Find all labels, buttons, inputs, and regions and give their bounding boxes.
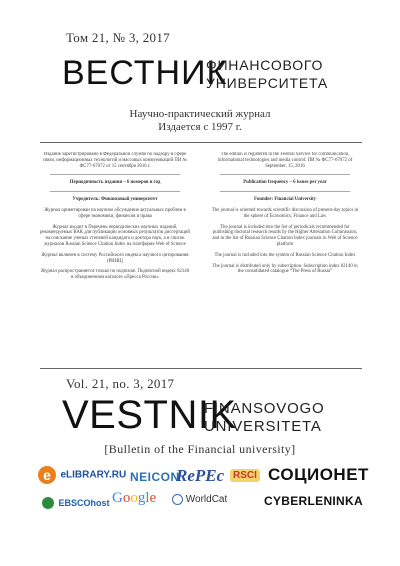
publication-since: Издается с 1997 г. [158,121,242,133]
info-frequency-en: Publication frequency – 6 issues per year [243,180,327,186]
issue-info-en: Vol. 21, no. 3, 2017 [66,376,175,391]
google-letter: G [112,490,123,506]
info-orientation-en: The journal is oriented towards scientific discussion of present-day topics in the sphere of Economics, Finance and Law [211,207,359,219]
elibrary-logo-text: eLIBRARY.RU [60,469,127,481]
bulletin-title: [Bulletin of the Financial university] [104,442,296,456]
info-registration-en: The edition is registered in the Federal Service for communication, informational technologies and media control: ПИ № ФС77-67072 of September, 15, 2016 [217,152,353,169]
info-subscription-en: The journal is distributed only by subscription. Subscription index 82140 in the consolidated catalogue “The Press of Russia” [212,263,358,275]
ebsco-logo [42,494,109,512]
middle-divider [40,368,362,369]
google-letter: e [149,490,157,506]
info-frequency-ru: Периодичность издания – 6 номеров в год [69,180,161,186]
cyberleninka-logo: CYBERLENINKA [264,494,363,508]
socionet-logo: СОЦИОНЕТ [268,465,369,484]
info-rinc-ru: Журнал включен в систему Российского индекса научного цитирования (РИНЦ) [41,252,189,264]
elibrary-e-icon: e [38,466,56,484]
info-rsci-en: The journal is included into the system of Russian Science Citation Index [214,252,356,258]
column-rule [50,191,180,192]
column-rule [220,174,350,175]
journal-title-ru: ВЕСТНИК [62,54,228,92]
info-orientation-ru: Журнал ориентирован на научное обсуждение актуальных проблем в сфере экономики, финансов и права [44,207,186,219]
rsci-logo: RSCI [230,469,260,482]
journal-subtitle-en-line2: UNIVERSITETA [204,418,322,435]
worldcat-logo [172,494,227,505]
journal-type: Научно-практический журнал [129,108,271,120]
google-letter: g [137,490,146,506]
info-hac-list-en: The journal is included into the list of periodicals recommended for publishing doctoral research results by the Higher Attestation Commission, and in the list of Russian Science Citation Index journals in Web of Science platform [212,224,358,247]
ebsco-logo-text: EBSCOhost [58,497,110,508]
info-founder-ru: Учредитель: Финансовый университет [72,197,158,203]
worldcat-globe-icon [172,494,183,505]
worldcat-logo-text: WorldCat [185,494,228,505]
google-letter: o [130,490,138,506]
info-founder-en: Founder: Financial University [253,197,317,203]
info-column-english [210,152,360,280]
journal-type-block [0,108,400,134]
repec-logo: RePEc [176,466,225,485]
journal-subtitle-en-line1: FINANSOVOGO [204,400,325,417]
elibrary-logo [38,466,126,484]
ebsco-globe-icon [42,497,54,509]
journal-subtitle-ru-line1: ФИНАНСОВОГО [206,57,324,73]
neicon-logo: NEICON [130,470,180,484]
google-logo [112,490,156,507]
issue-info-ru: Том 21, № 3, 2017 [66,30,170,45]
top-divider [40,142,362,143]
google-letter: l [145,490,150,506]
column-rule [50,174,180,175]
journal-subtitle-ru-line2: УНИВЕРСИТЕТА [206,75,329,91]
google-letter: o [122,490,131,506]
google-logo-text [112,490,156,506]
info-vak-list-ru: Журнал входит в Перечень периодических научных изданий, рекомендуемых ВАК для публикации основных результатов диссертаций на соискание ученых степеней кандидата и доктора наук, а в список журналов Russian Science Citation Index на платформе Web of Science [40,224,190,247]
info-column-russian [40,152,190,286]
info-subscription-ru: Журнал распространяется только по подписке. Подписной индекс 82140 в объединенном каталоге «Пресса России» [40,269,190,281]
journal-title-en: VESTNIK [62,393,237,437]
info-registration-ru: Издание зарегистрировано в Федеральной службе по надзору в сфере связи, информационных технологий и массовых коммуникаций ПИ № ФС77-67072 от 15 сентября 2016 г. [42,152,188,169]
column-rule [220,191,350,192]
